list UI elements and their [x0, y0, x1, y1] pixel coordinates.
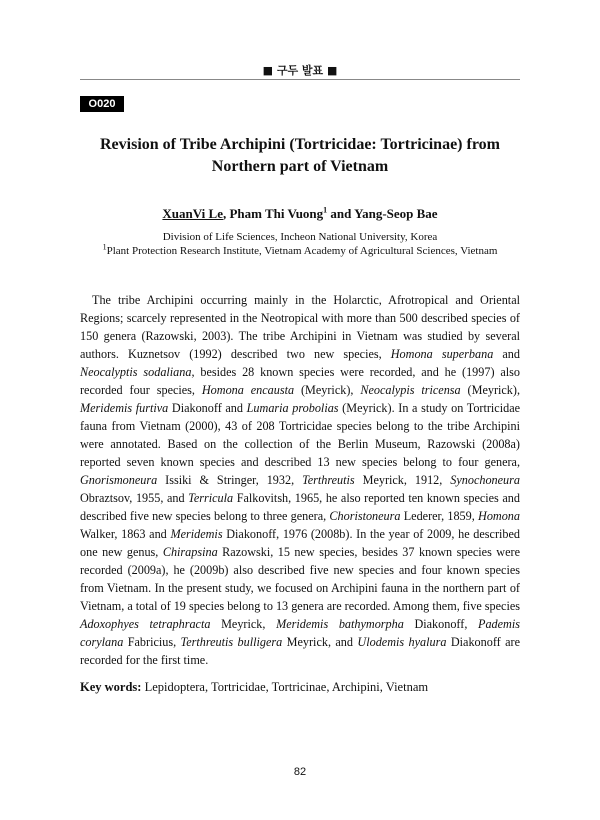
species-name: Ulodemis hyalura	[357, 635, 447, 649]
abstract-text: Razowski, 15 new species, besides 37 known species were recorded (2009a), he (2009b) also described five new species and four known species from Vietnam. In the present study, we focused on Archipini fauna in the northern part of Vietnam, a total of 19 species belong to 13 genera are recorded. Among them, five species	[80, 545, 520, 613]
paper-title-line-2: Northern part of Vietnam	[211, 158, 389, 175]
species-name: Lumaria probolias	[246, 401, 339, 415]
second-author: Pham Thi Vuong	[229, 206, 324, 221]
species-name: Meridemis bathymorpha	[276, 617, 404, 631]
genus-name: Synochoneura	[450, 473, 520, 487]
second-author-affiliation-mark: 1	[323, 205, 328, 215]
genus-name: Terricula	[188, 491, 234, 505]
abstract-text: Diakonoff and	[168, 401, 247, 415]
section-header: ■ 구두 발표 ■	[262, 64, 338, 77]
genus-name: Terthreutis	[302, 473, 355, 487]
abstract-text: Meyrick, and	[282, 635, 358, 649]
abstract-text: Obraztsov, 1955, and	[80, 491, 189, 505]
keywords	[80, 680, 520, 695]
presenting-author: XuanVi Le	[162, 206, 223, 221]
genus-name: Homona	[478, 509, 520, 523]
affiliation-2-mark: 1	[102, 242, 107, 252]
abstract-text: Lederer, 1859,	[400, 509, 479, 523]
species-name: Adoxophyes tetraphracta	[80, 617, 211, 631]
abstract-text: Issiki & Stringer, 1932,	[157, 473, 303, 487]
species-name: Pademis corylana	[80, 617, 520, 649]
author-separator: ,	[222, 206, 230, 221]
affiliation-1: Division of Life Sciences, Incheon National University, Korea	[162, 231, 438, 243]
keywords-label: Key words:	[80, 680, 142, 694]
abstract-text: Meyrick,	[210, 617, 277, 631]
abstract-code-badge: O020	[80, 96, 124, 112]
abstract-text: (Meyrick). In a study on Tortricidae fauna from Vietnam (2000), 43 of 208 Tortricidae species belong to the tribe Archipini were annotated. Based on the collection of the Berlin Museum, Razowski (2008a) reported seven known species and described 13 new species belong to four genera,	[80, 401, 521, 469]
species-name: Terthreutis bulligera	[180, 635, 283, 649]
genus-name: Choristoneura	[329, 509, 401, 523]
species-name: Homona superbana	[390, 347, 494, 361]
species-name: Meridemis furtiva	[80, 401, 169, 415]
keywords-value: Lepidoptera, Tortricidae, Tortricinae, Archipini, Vietnam	[141, 680, 429, 694]
species-name: Homona encausta	[201, 383, 295, 397]
abstract-text: Walker, 1863 and	[80, 527, 171, 541]
species-name: Neocalyptis sodaliana,	[80, 365, 195, 379]
author-list	[80, 206, 520, 222]
abstract-text: (Meyrick),	[294, 383, 361, 397]
genus-name: Meridemis	[170, 527, 223, 541]
page-number: 82	[293, 766, 307, 778]
paper-title	[80, 134, 520, 178]
abstract-text: (Meyrick),	[460, 383, 521, 397]
paper-title-line-1: Revision of Tribe Archipini (Tortricidae: Tortricinae) from	[100, 136, 500, 153]
abstract-text: Diakonoff are recorded for the first time.	[80, 635, 521, 667]
species-name: Neocalypis tricensa	[360, 383, 461, 397]
abstract-text: Fabricius,	[123, 635, 181, 649]
abstract-text: besides 28 known species were recorded, and he (1997) also recorded four species,	[80, 365, 520, 397]
abstract-text: Meyrick, 1912,	[354, 473, 451, 487]
abstract-text: Falkovitsh, 1965, he also reported ten known species and described five new species belong to three genera,	[80, 491, 520, 523]
affiliation-2-text: Plant Protection Research Institute, Vietnam Academy of Agricultural Sciences, Vietnam	[106, 245, 498, 257]
genus-name: Chirapsina	[162, 545, 218, 559]
other-authors: and Yang-Seop Bae	[327, 206, 438, 221]
abstract-text: and	[493, 347, 520, 361]
abstract-text: The tribe Archipini occurring mainly in the Holarctic, Afrotropical and Oriental Regions; scarcely represented in the Neotropical with more than 500 described species of 150 genera (Razowski, 2003). The tribe Archipini in Vietnam was studied by several authors. Kuznetsov (1992) described two new species,	[80, 293, 520, 361]
abstract-text: Diakonoff,	[403, 617, 479, 631]
abstract-body	[80, 291, 520, 669]
abstract-text: Diakonoff, 1976 (2008b). In the year of 2009, he described one new genus,	[80, 527, 520, 559]
affiliation-2	[80, 242, 520, 257]
genus-name: Gnorismoneura	[80, 473, 158, 487]
header-divider	[80, 79, 520, 80]
